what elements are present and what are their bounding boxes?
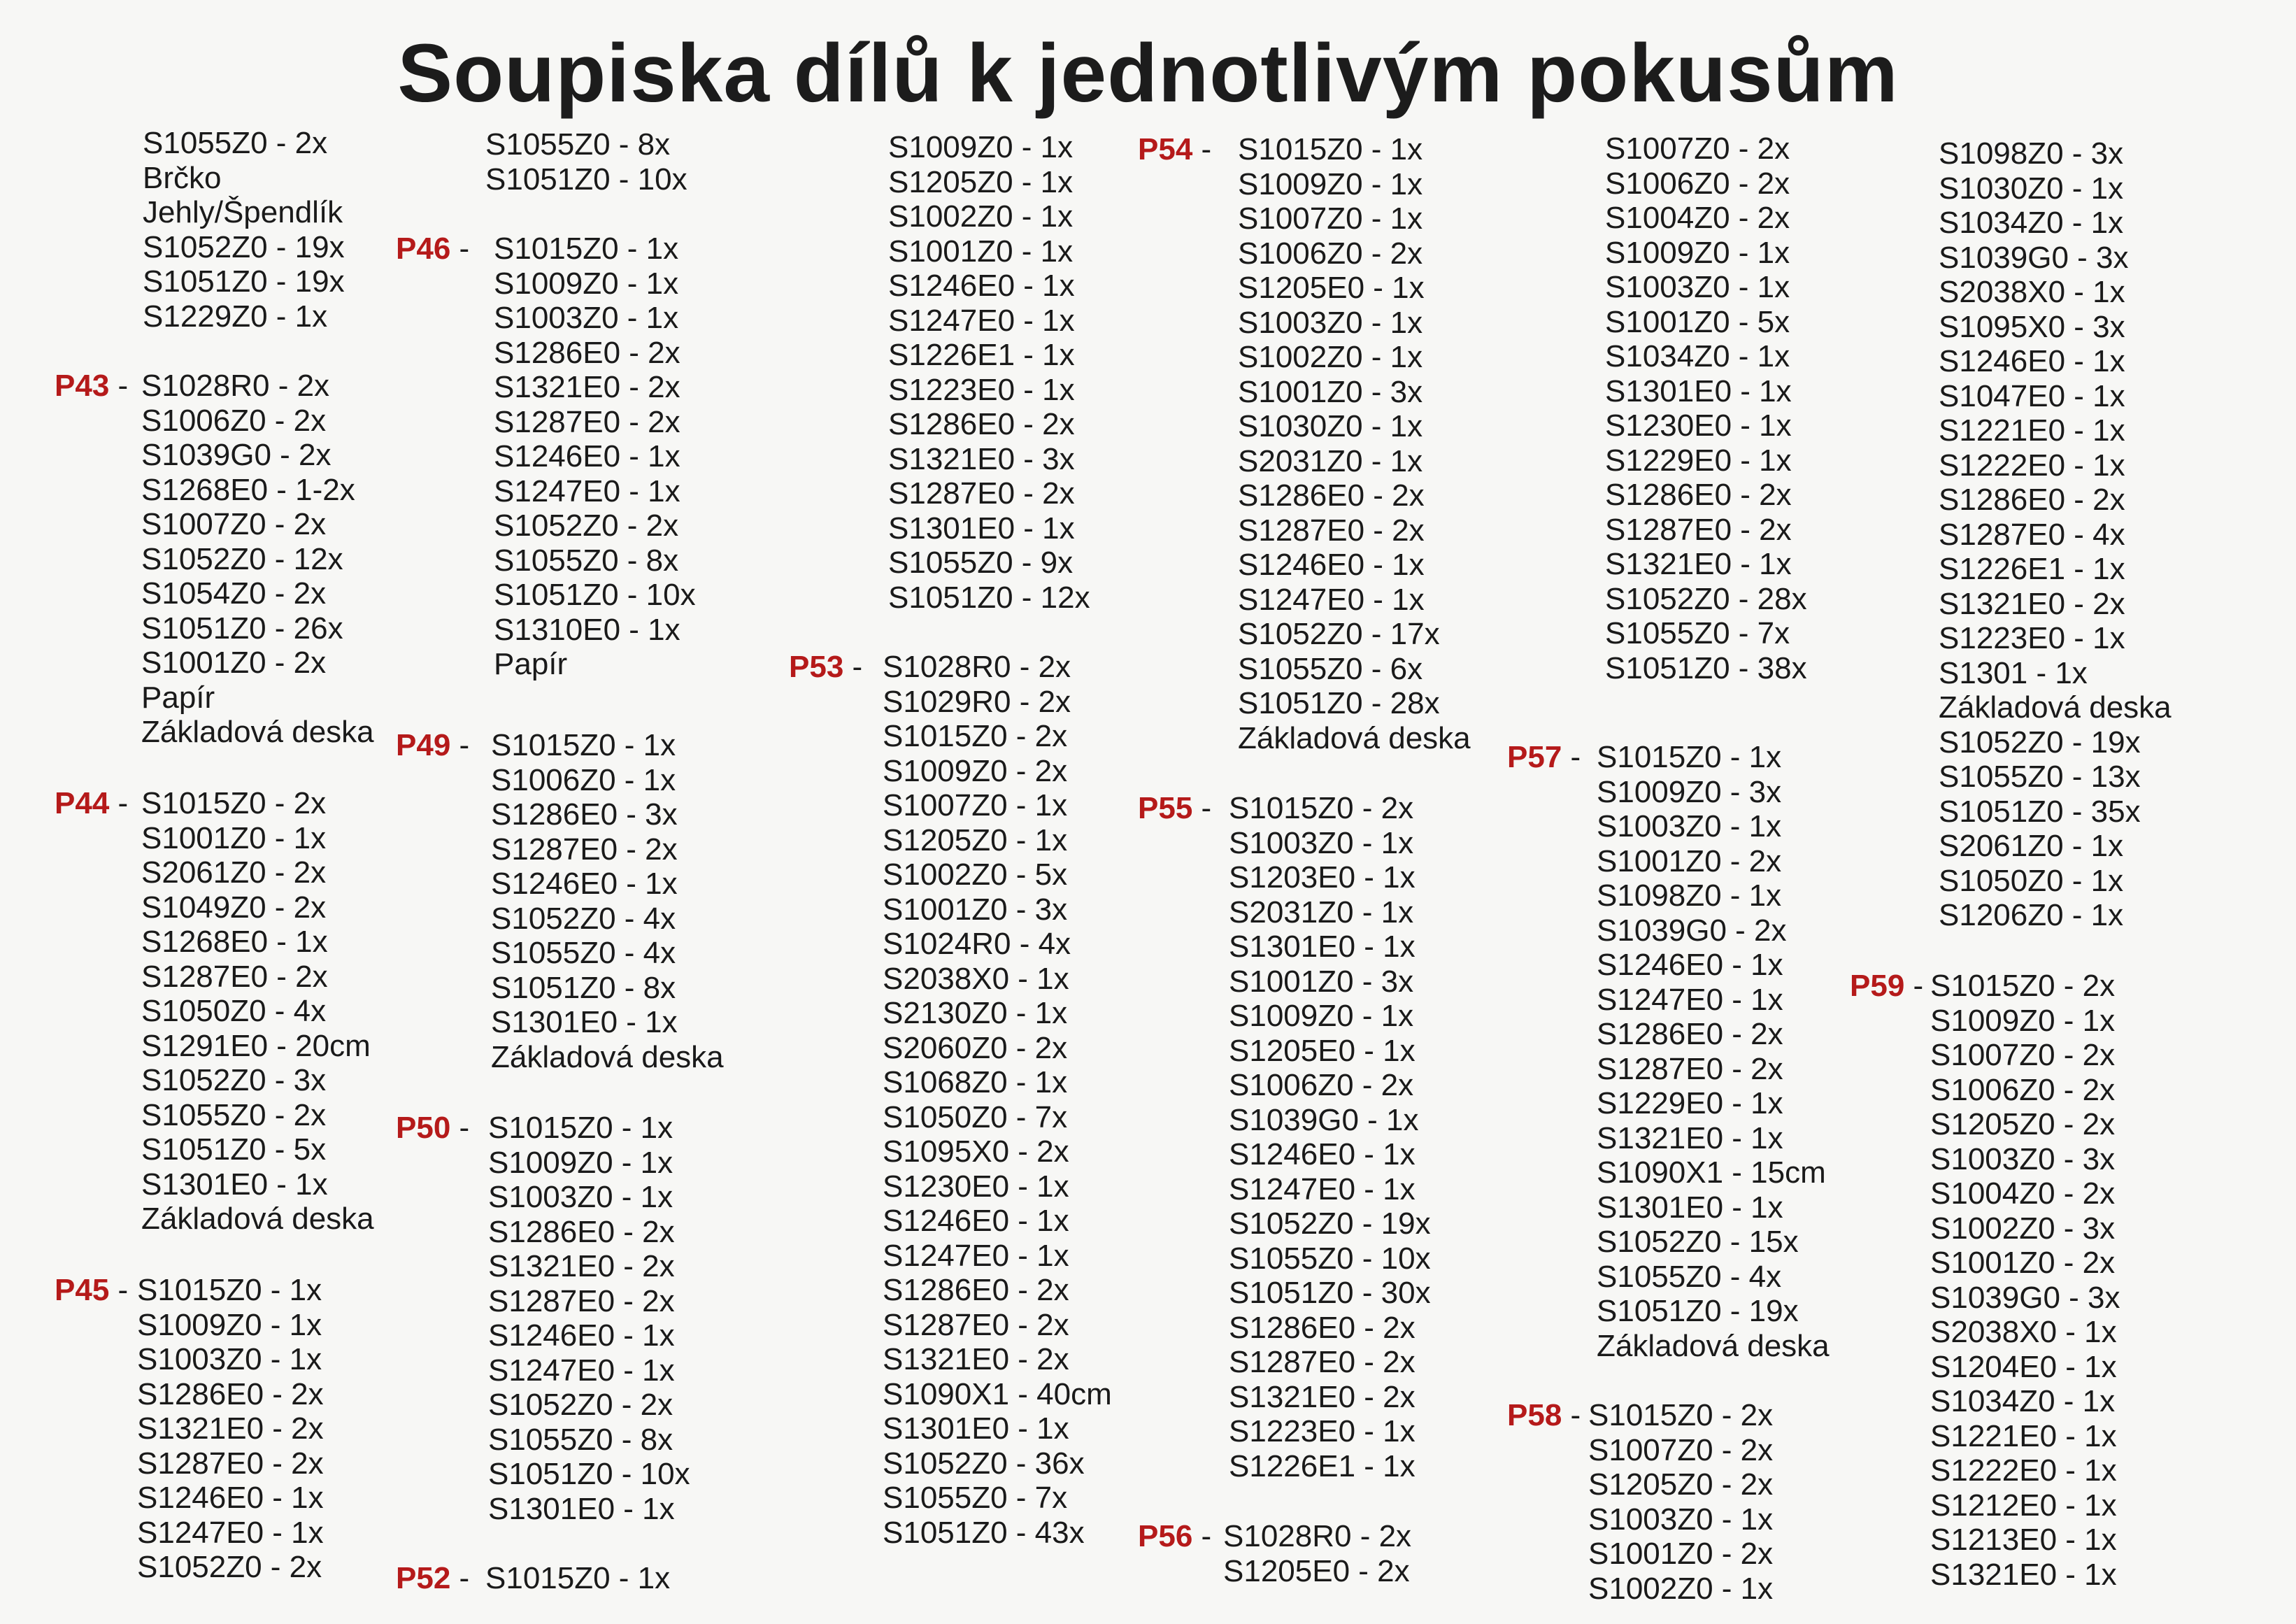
- part-item: S1291E0 - 20cm: [141, 1028, 371, 1063]
- part-item: S1051Z0 - 28x: [1238, 686, 1440, 720]
- part-item: S1003Z0 - 1x: [1605, 270, 1790, 304]
- part-item: S1052Z0 - 2x: [137, 1550, 322, 1584]
- parts-list: [1229, 791, 1431, 1483]
- part-item: S1301 - 1x: [1939, 655, 2088, 690]
- part-item: S1001Z0 - 2x: [1597, 843, 1782, 878]
- parts-list: [1223, 1519, 1411, 1588]
- part-item: S1039G0 - 2x: [141, 438, 331, 472]
- part-item: S1287E0 - 2x: [1229, 1345, 1416, 1379]
- part-item: S1003Z0 - 1x: [1238, 305, 1423, 340]
- part-item: S1052Z0 - 19x: [143, 229, 345, 264]
- part-item: S1205Z0 - 2x: [1930, 1107, 2116, 1141]
- part-item: S1051Z0 - 43x: [883, 1515, 1085, 1550]
- part-item: S1001Z0 - 2x: [141, 646, 327, 680]
- part-item: Papír: [494, 647, 568, 681]
- part-item: S1034Z0 - 1x: [1939, 206, 2124, 240]
- part-item: Základová deska: [1238, 720, 1471, 755]
- part-item: S1029R0 - 2x: [883, 684, 1071, 719]
- part-item: S1001Z0 - 3x: [883, 892, 1068, 927]
- part-item: S1286E0 - 2x: [137, 1376, 324, 1411]
- part-item: S1001Z0 - 3x: [1229, 964, 1414, 999]
- part-item: S1015Z0 - 1x: [1238, 132, 1423, 166]
- part-item: S1301E0 - 1x: [141, 1167, 328, 1202]
- part-item: S1055Z0 - 7x: [1605, 616, 1790, 650]
- part-item: S1301E0 - 1x: [488, 1491, 675, 1526]
- part-item: S1028R0 - 2x: [883, 650, 1071, 684]
- part-item: S1002Z0 - 5x: [883, 857, 1068, 892]
- part-item: S1009Z0 - 3x: [1597, 774, 1782, 809]
- part-item: S1052Z0 - 17x: [1238, 617, 1440, 651]
- part-item: S1055Z0 - 2x: [143, 126, 328, 160]
- part-item: S1301E0 - 1x: [1597, 1190, 1783, 1225]
- part-item: S1051Z0 - 10x: [485, 162, 687, 197]
- part-item: S1050Z0 - 4x: [141, 994, 327, 1028]
- part-item: S1003Z0 - 1x: [137, 1342, 322, 1376]
- part-item: S1287E0 - 2x: [491, 832, 678, 867]
- part-item: S1286E0 - 3x: [491, 797, 678, 832]
- parts-list: [491, 728, 724, 1074]
- part-item: S1052Z0 - 4x: [491, 901, 676, 936]
- part-item: S1009Z0 - 1x: [1238, 166, 1423, 201]
- part-item: Základová deska: [141, 715, 374, 749]
- part-item: S1247E0 - 1x: [888, 303, 1075, 338]
- part-item: S1009Z0 - 1x: [1229, 999, 1414, 1033]
- part-item: S1003Z0 - 1x: [1597, 809, 1782, 843]
- part-item: S1003Z0 - 1x: [1588, 1502, 1774, 1537]
- parts-list: [485, 127, 687, 197]
- part-item: S1006Z0 - 2x: [1229, 1068, 1414, 1102]
- part-item: S1286E0 - 2x: [1605, 478, 1792, 512]
- part-item: S2130Z0 - 1x: [883, 996, 1068, 1030]
- part-item: S1205E0 - 1x: [1229, 1033, 1416, 1068]
- part-item: S1286E0 - 2x: [494, 335, 680, 370]
- part-item: S1246E0 - 1x: [1597, 948, 1783, 982]
- part-item: S1007Z0 - 2x: [1605, 131, 1790, 166]
- part-item: S1052Z0 - 3x: [141, 1063, 327, 1097]
- part-item: S1039G0 - 2x: [1597, 913, 1787, 948]
- part-item: S2061Z0 - 2x: [141, 855, 327, 890]
- part-item: S1051Z0 - 26x: [141, 611, 343, 646]
- part-item: S1287E0 - 2x: [888, 476, 1075, 511]
- part-item: S1068Z0 - 1x: [883, 1065, 1068, 1099]
- part-item: S1205E0 - 2x: [1223, 1553, 1410, 1588]
- part-item: S1052Z0 - 19x: [1229, 1206, 1431, 1241]
- part-item: S1229E0 - 1x: [1605, 443, 1792, 478]
- part-item: S1052Z0 - 28x: [1605, 581, 1807, 616]
- part-item: S1039G0 - 3x: [1930, 1280, 2120, 1315]
- part-item: S1321E0 - 2x: [1229, 1379, 1416, 1414]
- part-item: S1321E0 - 1x: [1605, 547, 1792, 581]
- part-item: S1055Z0 - 9x: [888, 546, 1074, 580]
- part-item: S1003Z0 - 1x: [494, 301, 679, 335]
- part-item: S1205E0 - 1x: [1238, 271, 1425, 305]
- experiment-label: P52 -: [396, 1561, 470, 1595]
- part-item: S1052Z0 - 15x: [1597, 1225, 1799, 1259]
- part-item: S1015Z0 - 1x: [485, 1561, 671, 1595]
- part-item: S1006Z0 - 2x: [1605, 166, 1790, 201]
- experiment-label: P55 -: [1138, 791, 1212, 825]
- experiment-label: P58 -: [1507, 1398, 1581, 1432]
- part-item: S1015Z0 - 2x: [883, 719, 1068, 753]
- part-item: S1055Z0 - 13x: [1939, 760, 2141, 794]
- part-item: S1055Z0 - 10x: [1229, 1241, 1431, 1276]
- parts-list: [141, 786, 374, 1237]
- part-item: S1246E0 - 1x: [491, 867, 678, 901]
- part-item: S1001Z0 - 3x: [1238, 374, 1423, 409]
- part-item: S1051Z0 - 10x: [494, 578, 696, 612]
- part-item: S1054Z0 - 2x: [141, 576, 327, 611]
- part-item: Základová deska: [1939, 690, 2172, 725]
- parts-list: [883, 650, 1112, 1550]
- part-item: S1098Z0 - 3x: [1939, 136, 2124, 171]
- part-item: S1230E0 - 1x: [1605, 408, 1792, 443]
- part-item: S1003Z0 - 3x: [1930, 1141, 2116, 1176]
- experiment-label: P49 -: [396, 728, 470, 762]
- part-item: S1287E0 - 2x: [1238, 513, 1425, 548]
- part-item: S1301E0 - 1x: [491, 1005, 678, 1039]
- part-item: S1007Z0 - 2x: [1588, 1432, 1774, 1467]
- part-item: S1051Z0 - 19x: [1597, 1294, 1799, 1328]
- part-item: S1301E0 - 1x: [883, 1411, 1069, 1446]
- part-item: S1039G0 - 1x: [1229, 1102, 1419, 1137]
- experiment-label: P54 -: [1138, 132, 1212, 166]
- part-item: Základová deska: [141, 1202, 374, 1236]
- part-item: S1287E0 - 2x: [137, 1446, 324, 1481]
- part-item: S1052Z0 - 2x: [488, 1388, 673, 1422]
- part-item: S1015Z0 - 2x: [1229, 791, 1414, 825]
- page-title: Soupiska dílů k jednotlivým pokusům: [397, 27, 1899, 120]
- part-item: S1015Z0 - 2x: [141, 786, 327, 820]
- part-item: S1051Z0 - 38x: [1605, 650, 1807, 685]
- part-item: S1002Z0 - 3x: [1930, 1211, 2116, 1246]
- part-item: S1286E0 - 2x: [1597, 1017, 1783, 1051]
- part-item: S1024R0 - 4x: [883, 927, 1071, 961]
- part-item: S1205Z0 - 1x: [883, 822, 1068, 857]
- part-item: S1301E0 - 1x: [1605, 373, 1792, 408]
- part-item: S1050Z0 - 1x: [1939, 863, 2124, 898]
- part-item: S1047E0 - 1x: [1939, 378, 2125, 413]
- part-item: S1247E0 - 1x: [494, 473, 680, 508]
- experiment-label: P44 -: [55, 786, 129, 820]
- part-item: S1034Z0 - 1x: [1930, 1384, 2116, 1418]
- part-item: S1028R0 - 2x: [141, 369, 330, 403]
- part-item: S1051Z0 - 19x: [143, 264, 345, 299]
- part-item: S1286E0 - 2x: [888, 407, 1075, 441]
- part-item: S1098Z0 - 1x: [1597, 878, 1782, 913]
- part-item: S1015Z0 - 2x: [1588, 1398, 1774, 1432]
- part-item: Papír: [141, 680, 215, 715]
- part-item: S1002Z0 - 1x: [1588, 1571, 1774, 1606]
- part-item: S1007Z0 - 2x: [141, 507, 327, 541]
- part-item: S1001Z0 - 2x: [1930, 1246, 2116, 1280]
- part-item: S1246E0 - 1x: [488, 1318, 675, 1353]
- part-item: S1003Z0 - 1x: [488, 1180, 673, 1214]
- part-item: S1030Z0 - 1x: [1939, 171, 2124, 206]
- experiment-label: P50 -: [396, 1111, 470, 1145]
- part-item: S1221E0 - 1x: [1930, 1418, 2117, 1453]
- experiment-label: P56 -: [1138, 1519, 1212, 1553]
- part-item: S1287E0 - 2x: [883, 1307, 1069, 1342]
- part-item: S1321E0 - 1x: [1597, 1120, 1783, 1155]
- parts-list: [137, 1273, 324, 1585]
- part-item: S1247E0 - 1x: [1238, 582, 1425, 617]
- part-item: S1055Z0 - 4x: [1597, 1259, 1782, 1294]
- part-item: S1268E0 - 1x: [141, 925, 328, 959]
- experiment-label: P59 -: [1850, 969, 1924, 1003]
- part-item: S2038X0 - 1x: [1930, 1315, 2117, 1349]
- part-item: S1009Z0 - 1x: [137, 1307, 322, 1342]
- parts-list: [1238, 132, 1471, 755]
- part-item: S1286E0 - 2x: [1939, 483, 2125, 517]
- part-item: S1051Z0 - 10x: [488, 1457, 690, 1491]
- part-item: S1321E0 - 3x: [888, 441, 1075, 476]
- part-item: S1009Z0 - 1x: [488, 1145, 673, 1180]
- part-item: S1001Z0 - 1x: [888, 234, 1074, 269]
- part-item: S1246E0 - 1x: [1238, 548, 1425, 582]
- part-item: Základová deska: [1597, 1328, 1830, 1363]
- part-item: S1287E0 - 2x: [1605, 512, 1792, 547]
- part-item: S1310E0 - 1x: [494, 612, 680, 647]
- experiment-label: P43 -: [55, 369, 129, 403]
- part-item: S1015Z0 - 1x: [488, 1111, 673, 1145]
- part-item: Brčko: [143, 160, 222, 195]
- part-item: S1287E0 - 2x: [494, 404, 680, 439]
- part-item: S1052Z0 - 2x: [494, 508, 679, 543]
- parts-list: [141, 369, 374, 750]
- part-item: S1321E0 - 2x: [883, 1342, 1069, 1376]
- part-item: S1034Z0 - 1x: [1605, 339, 1790, 373]
- part-item: S1205Z0 - 2x: [1588, 1467, 1774, 1502]
- experiment-label: P46 -: [396, 232, 470, 266]
- part-item: S1287E0 - 2x: [141, 959, 328, 994]
- part-item: S1090X1 - 15cm: [1597, 1155, 1826, 1190]
- part-item: S1213E0 - 1x: [1930, 1523, 2117, 1557]
- part-item: S1222E0 - 1x: [1939, 448, 2125, 483]
- part-item: S1006Z0 - 2x: [141, 403, 327, 438]
- part-item: S1247E0 - 1x: [488, 1353, 675, 1388]
- part-item: S1230E0 - 1x: [883, 1169, 1069, 1204]
- parts-list: [1605, 131, 1807, 685]
- part-item: S1222E0 - 1x: [1930, 1453, 2117, 1488]
- part-item: S1055Z0 - 4x: [491, 936, 676, 970]
- part-item: S1015Z0 - 1x: [494, 232, 679, 266]
- part-item: S1002Z0 - 1x: [1238, 340, 1423, 374]
- parts-list: [488, 1111, 690, 1526]
- part-item: S1055Z0 - 6x: [1238, 651, 1423, 686]
- part-item: S1007Z0 - 2x: [1930, 1038, 2116, 1072]
- part-item: S1009Z0 - 1x: [494, 266, 679, 301]
- part-item: S1004Z0 - 2x: [1605, 201, 1790, 235]
- parts-list: [494, 232, 696, 682]
- part-item: S1205Z0 - 1x: [888, 164, 1074, 199]
- part-item: S1247E0 - 1x: [1229, 1171, 1416, 1206]
- part-item: S1229E0 - 1x: [1597, 1086, 1783, 1120]
- part-item: S1226E1 - 1x: [1229, 1448, 1416, 1483]
- part-item: S1030Z0 - 1x: [1238, 409, 1423, 443]
- part-item: S1050Z0 - 7x: [883, 1099, 1068, 1134]
- part-item: S1301E0 - 1x: [1229, 929, 1416, 964]
- part-item: S1015Z0 - 1x: [137, 1273, 322, 1307]
- part-item: S2038X0 - 1x: [883, 961, 1069, 996]
- part-item: S2031Z0 - 1x: [1229, 895, 1414, 929]
- part-item: S1221E0 - 1x: [1939, 413, 2125, 448]
- part-item: S1286E0 - 2x: [1229, 1310, 1416, 1345]
- parts-list: [1597, 740, 1830, 1363]
- part-item: S1055Z0 - 8x: [485, 127, 671, 162]
- part-item: S1052Z0 - 12x: [141, 541, 343, 576]
- part-item: S1286E0 - 2x: [883, 1273, 1069, 1307]
- part-item: S1246E0 - 1x: [494, 439, 680, 473]
- part-item: S1229Z0 - 1x: [143, 299, 328, 334]
- part-item: S1287E0 - 2x: [1597, 1051, 1783, 1086]
- part-item: S1321E0 - 2x: [488, 1249, 675, 1283]
- part-item: S1246E0 - 1x: [137, 1481, 324, 1515]
- part-item: S1051Z0 - 30x: [1229, 1276, 1431, 1310]
- part-item: S1006Z0 - 2x: [1930, 1072, 2116, 1107]
- part-item: S1206Z0 - 1x: [1939, 898, 2124, 932]
- part-item: S1051Z0 - 8x: [491, 970, 676, 1005]
- part-item: S1009Z0 - 1x: [1930, 1003, 2116, 1038]
- part-item: S1004Z0 - 2x: [1930, 1176, 2116, 1211]
- part-item: S1051Z0 - 5x: [141, 1132, 327, 1167]
- part-item: S1055Z0 - 8x: [488, 1422, 673, 1457]
- part-item: S1246E0 - 1x: [1939, 344, 2125, 378]
- part-item: S1001Z0 - 5x: [1605, 304, 1790, 339]
- part-item: S2061Z0 - 1x: [1939, 829, 2124, 863]
- parts-list: [1588, 1398, 1773, 1606]
- part-item: S1287E0 - 2x: [488, 1283, 675, 1318]
- part-item: S1015Z0 - 1x: [491, 728, 676, 762]
- part-item: S1001Z0 - 1x: [141, 820, 327, 855]
- part-item: S1015Z0 - 2x: [1930, 969, 2116, 1003]
- part-item: S1321E0 - 2x: [1939, 586, 2125, 621]
- part-item: S2060Z0 - 2x: [883, 1030, 1068, 1065]
- part-item: S1007Z0 - 1x: [883, 788, 1068, 822]
- part-item: S1286E0 - 2x: [1238, 478, 1425, 513]
- part-item: S1321E0 - 2x: [137, 1411, 324, 1446]
- part-item: S1247E0 - 1x: [1597, 982, 1783, 1017]
- experiment-label: P57 -: [1507, 740, 1581, 774]
- part-item: S1095X0 - 3x: [1939, 309, 2125, 344]
- part-item: S1286E0 - 2x: [488, 1214, 675, 1249]
- part-item: S1049Z0 - 2x: [141, 890, 327, 925]
- part-item: S1006Z0 - 2x: [1238, 236, 1423, 271]
- parts-list: [1930, 969, 2120, 1592]
- part-item: S1223E0 - 1x: [888, 372, 1075, 407]
- part-item: S1287E0 - 4x: [1939, 517, 2125, 552]
- part-item: S1095X0 - 2x: [883, 1134, 1069, 1169]
- part-item: S1009Z0 - 1x: [1605, 235, 1790, 270]
- part-item: S1301E0 - 1x: [888, 511, 1075, 546]
- parts-list: [143, 126, 345, 334]
- part-item: S1051Z0 - 12x: [888, 580, 1090, 615]
- part-item: S1051Z0 - 35x: [1939, 794, 2141, 829]
- part-item: S1212E0 - 1x: [1930, 1488, 2117, 1523]
- experiment-label: P53 -: [789, 650, 863, 684]
- part-item: S1001Z0 - 2x: [1588, 1537, 1774, 1571]
- parts-list: [888, 130, 1090, 615]
- part-item: S1246E0 - 1x: [888, 269, 1075, 303]
- part-item: S1246E0 - 1x: [883, 1204, 1069, 1238]
- part-item: S1204E0 - 1x: [1930, 1349, 2117, 1384]
- part-item: Jehly/Špendlík: [143, 195, 343, 229]
- part-item: S1223E0 - 1x: [1229, 1414, 1416, 1448]
- part-item: S1028R0 - 2x: [1223, 1519, 1412, 1553]
- part-item: S1247E0 - 1x: [883, 1238, 1069, 1273]
- part-item: S1006Z0 - 1x: [491, 762, 676, 797]
- part-item: S1009Z0 - 1x: [888, 130, 1074, 164]
- part-item: S1203E0 - 1x: [1229, 860, 1416, 895]
- part-item: S1007Z0 - 1x: [1238, 201, 1423, 236]
- part-item: Základová deska: [491, 1039, 724, 1074]
- part-item: S1090X1 - 40cm: [883, 1376, 1112, 1411]
- part-item: S1055Z0 - 2x: [141, 1097, 327, 1132]
- part-item: S1055Z0 - 8x: [494, 543, 679, 578]
- part-item: S1321E0 - 1x: [1930, 1557, 2117, 1592]
- part-item: S2031Z0 - 1x: [1238, 443, 1423, 478]
- part-item: S1055Z0 - 7x: [883, 1481, 1068, 1515]
- part-item: S1052Z0 - 36x: [883, 1446, 1085, 1481]
- part-item: S1268E0 - 1-2x: [141, 472, 355, 507]
- part-item: S1247E0 - 1x: [137, 1515, 324, 1550]
- parts-list: [485, 1561, 670, 1596]
- part-item: S1226E1 - 1x: [888, 338, 1075, 372]
- part-item: S1321E0 - 2x: [494, 370, 680, 404]
- part-item: S1226E1 - 1x: [1939, 552, 2125, 586]
- part-item: S1003Z0 - 1x: [1229, 825, 1414, 860]
- part-item: S1246E0 - 1x: [1229, 1137, 1416, 1171]
- part-item: S1015Z0 - 1x: [1597, 740, 1782, 774]
- experiment-label: P45 -: [55, 1273, 129, 1307]
- part-item: S2038X0 - 1x: [1939, 275, 2125, 309]
- part-item: S1223E0 - 1x: [1939, 621, 2125, 655]
- part-item: S1039G0 - 3x: [1939, 240, 2129, 275]
- part-item: S1009Z0 - 2x: [883, 753, 1068, 788]
- parts-list: [1939, 136, 2172, 933]
- part-item: S1002Z0 - 1x: [888, 199, 1074, 234]
- part-item: S1052Z0 - 19x: [1939, 725, 2141, 760]
